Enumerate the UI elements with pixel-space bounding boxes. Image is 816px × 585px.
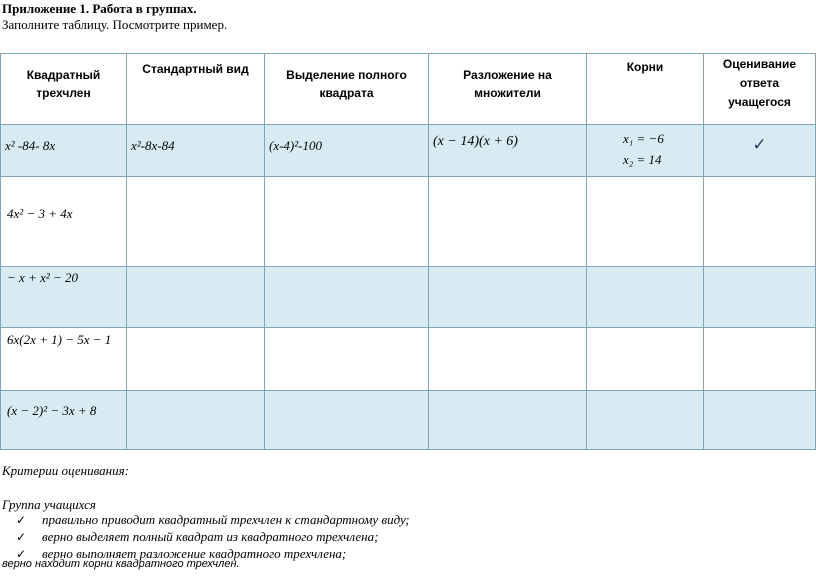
- example-factor-cell: (x − 14)(x + 6): [429, 125, 587, 177]
- header-cell: Квадратный трехчлен: [1, 54, 127, 125]
- answer-cell[interactable]: [429, 267, 587, 328]
- answer-cell[interactable]: [429, 177, 587, 267]
- root-2: x₂ = 14: [623, 152, 662, 167]
- checkmark-icon: ✓: [16, 530, 27, 544]
- work-table: [0, 53, 816, 450]
- answer-cell[interactable]: [127, 328, 265, 391]
- answer-cell[interactable]: [265, 177, 429, 267]
- answer-cell[interactable]: [127, 177, 265, 267]
- answer-cell[interactable]: [704, 391, 816, 450]
- header-cell: Выделение полного квадрата: [265, 54, 429, 125]
- criteria-list: [16, 511, 410, 562]
- example-trinomial-cell: x² -84- 8x: [1, 125, 127, 177]
- list-item: ✓ правильно приводит квадратный трехчлен к стандартному виду;: [16, 512, 410, 527]
- trinomial-cell: − x + x² − 20: [7, 270, 79, 285]
- answer-cell[interactable]: [704, 328, 816, 391]
- table-header-row: [1, 54, 816, 125]
- table-row: [1, 328, 816, 391]
- answer-cell[interactable]: [127, 267, 265, 328]
- answer-cell[interactable]: [587, 328, 704, 391]
- header-cell: Корни: [587, 54, 704, 125]
- table-row: [1, 177, 816, 267]
- example-standard-cell: x²-8x-84: [127, 125, 265, 177]
- header-cell: Стандартный вид: [127, 54, 265, 125]
- example-square-cell: (x-4)²-100: [265, 125, 429, 177]
- answer-cell[interactable]: [127, 391, 265, 450]
- trinomial-cell: (x − 2)² − 3x + 8: [7, 403, 97, 418]
- list-item: ✓ верно выделяет полный квадрат из квадратного трехчлена;: [16, 529, 379, 544]
- answer-cell[interactable]: [265, 267, 429, 328]
- page-subtitle: Заполните таблицу. Посмотрите пример.: [2, 17, 228, 32]
- trinomial-cell: 6x(2x + 1) − 5x − 1: [7, 332, 112, 347]
- checkmark-icon: ✓: [16, 547, 27, 561]
- root-1: x₁ = −6: [623, 131, 664, 146]
- answer-cell[interactable]: [587, 177, 704, 267]
- answer-cell[interactable]: [704, 267, 816, 328]
- answer-cell[interactable]: [265, 391, 429, 450]
- check-icon: ✓: [752, 135, 767, 154]
- table-row: [1, 391, 816, 450]
- example-check-cell: [704, 125, 816, 177]
- answer-cell[interactable]: [265, 328, 429, 391]
- trinomial-cell: 4x² − 3 + 4x: [7, 206, 73, 221]
- answer-cell[interactable]: [429, 391, 587, 450]
- example-roots-cell: [587, 125, 704, 177]
- answer-cell[interactable]: [587, 391, 704, 450]
- group-label: Группа учащихся: [2, 497, 96, 512]
- list-item: ✓ верно выполняет разложение квадратного трехчлена;: [16, 546, 347, 561]
- answer-cell[interactable]: [704, 177, 816, 267]
- criteria-title: Критерии оценивания:: [2, 463, 129, 478]
- page-title: Приложение 1. Работа в группах.: [2, 1, 197, 16]
- example-row: [1, 125, 816, 177]
- table-row: [1, 267, 816, 328]
- answer-cell[interactable]: [587, 267, 704, 328]
- header-cell: Оценивание ответа учащегося: [704, 54, 816, 125]
- header-cell: Разложение на множители: [429, 54, 587, 125]
- criteria-last-item: верно находит корни квадратного трехчлен.: [2, 558, 240, 570]
- answer-cell[interactable]: [429, 328, 587, 391]
- checkmark-icon: ✓: [16, 513, 27, 527]
